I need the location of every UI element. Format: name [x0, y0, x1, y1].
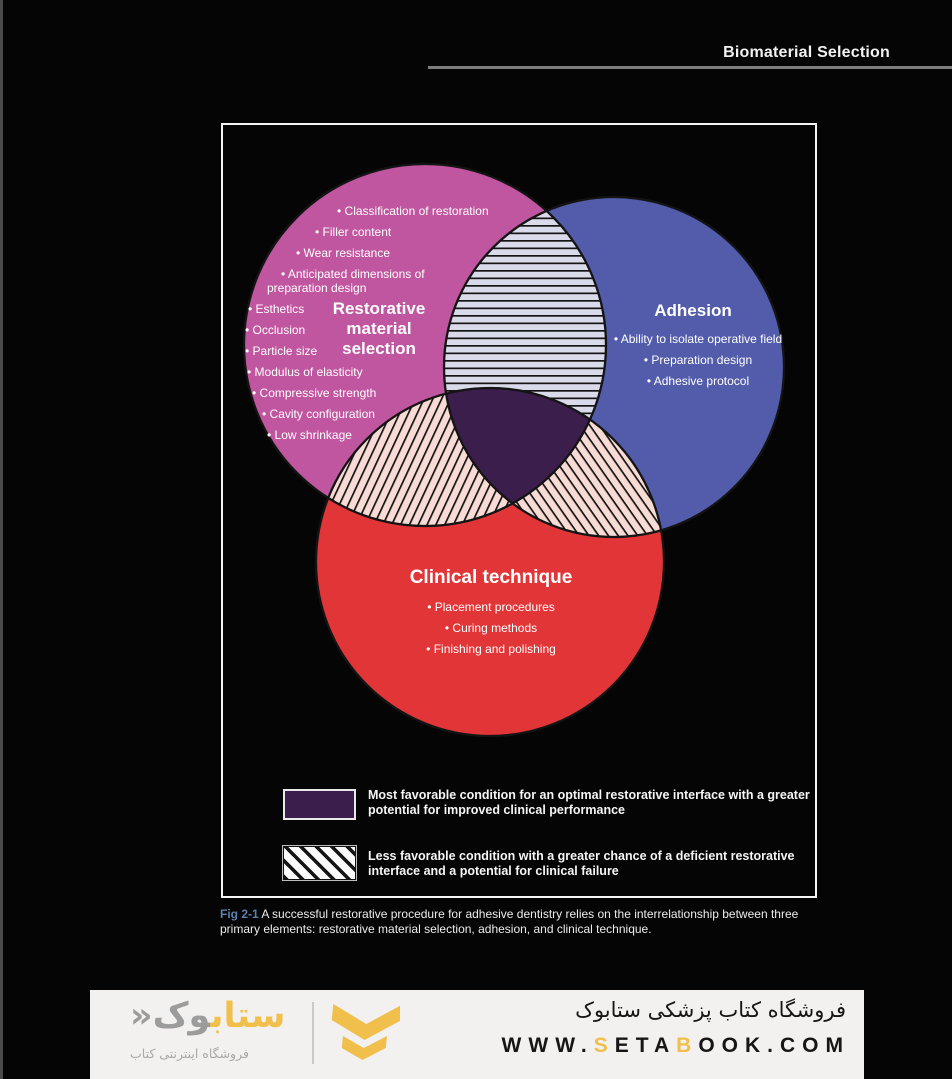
clinical-item: • Placement procedures	[366, 600, 616, 614]
restorative-item: • Filler content	[315, 225, 391, 239]
restorative-item: • Wear resistance	[296, 246, 390, 260]
setabook-wordmark	[130, 992, 302, 1040]
restorative-item: • Compressive strength	[252, 386, 376, 400]
legend-less-favorable-text: Less favorable condition with a greater chance of a deficient restorative interface and a potential for clinical failure	[368, 849, 795, 878]
legend-hatched-swatch	[283, 846, 356, 880]
url-part-accent: S	[593, 1034, 615, 1057]
restorative-item: • Anticipated dimensions of preparation design	[267, 267, 427, 295]
adhesion-title: Adhesion	[654, 301, 732, 320]
url-part: ETA	[614, 1034, 677, 1057]
figure-caption	[220, 907, 822, 937]
adhesion-item: • Ability to isolate operative field	[612, 332, 784, 346]
url-part: WWW.	[501, 1034, 594, 1057]
restorative-title: Restorative material selection	[332, 299, 426, 358]
wordmark-tagline: فروشگاه اینترنتی کتاب	[130, 1046, 249, 1061]
restorative-item: • Particle size	[245, 344, 317, 358]
chevron-logo-icon	[328, 998, 400, 1070]
adhesion-item: • Preparation design	[612, 353, 784, 367]
clinical-item: • Curing methods	[366, 621, 616, 635]
wordmark-gray-part: وک	[152, 996, 211, 1036]
clinical-item: • Finishing and polishing	[366, 642, 616, 656]
store-name-farsi: فروشگاه کتاب پزشکی ستابوک	[575, 998, 846, 1022]
restorative-item: • Low shrinkage	[267, 428, 352, 442]
restorative-item: • Modulus of elasticity	[247, 365, 363, 379]
restorative-item: • Classification of restoration	[337, 204, 489, 218]
restorative-item: • Esthetics	[248, 302, 304, 316]
wordmark-yellow-part: ستاب	[210, 996, 286, 1036]
wordmark-guillemet-mark: «	[130, 996, 153, 1036]
page-header-title: Biomaterial Selection	[723, 44, 890, 61]
legend-most-favorable-text: Most favorable condition for an optimal restorative interface with a greater potential for improved clinical performance	[368, 788, 810, 817]
restorative-item: • Occlusion	[245, 323, 305, 337]
site-url	[502, 1034, 850, 1058]
url-part: OOK.COM	[698, 1034, 850, 1057]
clinical-title: Clinical technique	[409, 567, 573, 588]
logo-separator	[312, 1002, 314, 1064]
publisher-banner	[90, 990, 864, 1079]
legend-solid-purple-swatch	[283, 789, 356, 820]
restorative-item: • Cavity configuration	[262, 407, 375, 421]
figure-caption-text: A successful restorative procedure for adhesive dentistry relies on the interrelationship between three primary elements: restorative material selection, adhesion, and clinical technique.	[220, 907, 799, 936]
url-part-accent: B	[676, 1034, 699, 1057]
figure-caption-label: Fig 2-1	[220, 907, 259, 921]
adhesion-item: • Adhesive protocol	[612, 374, 784, 388]
